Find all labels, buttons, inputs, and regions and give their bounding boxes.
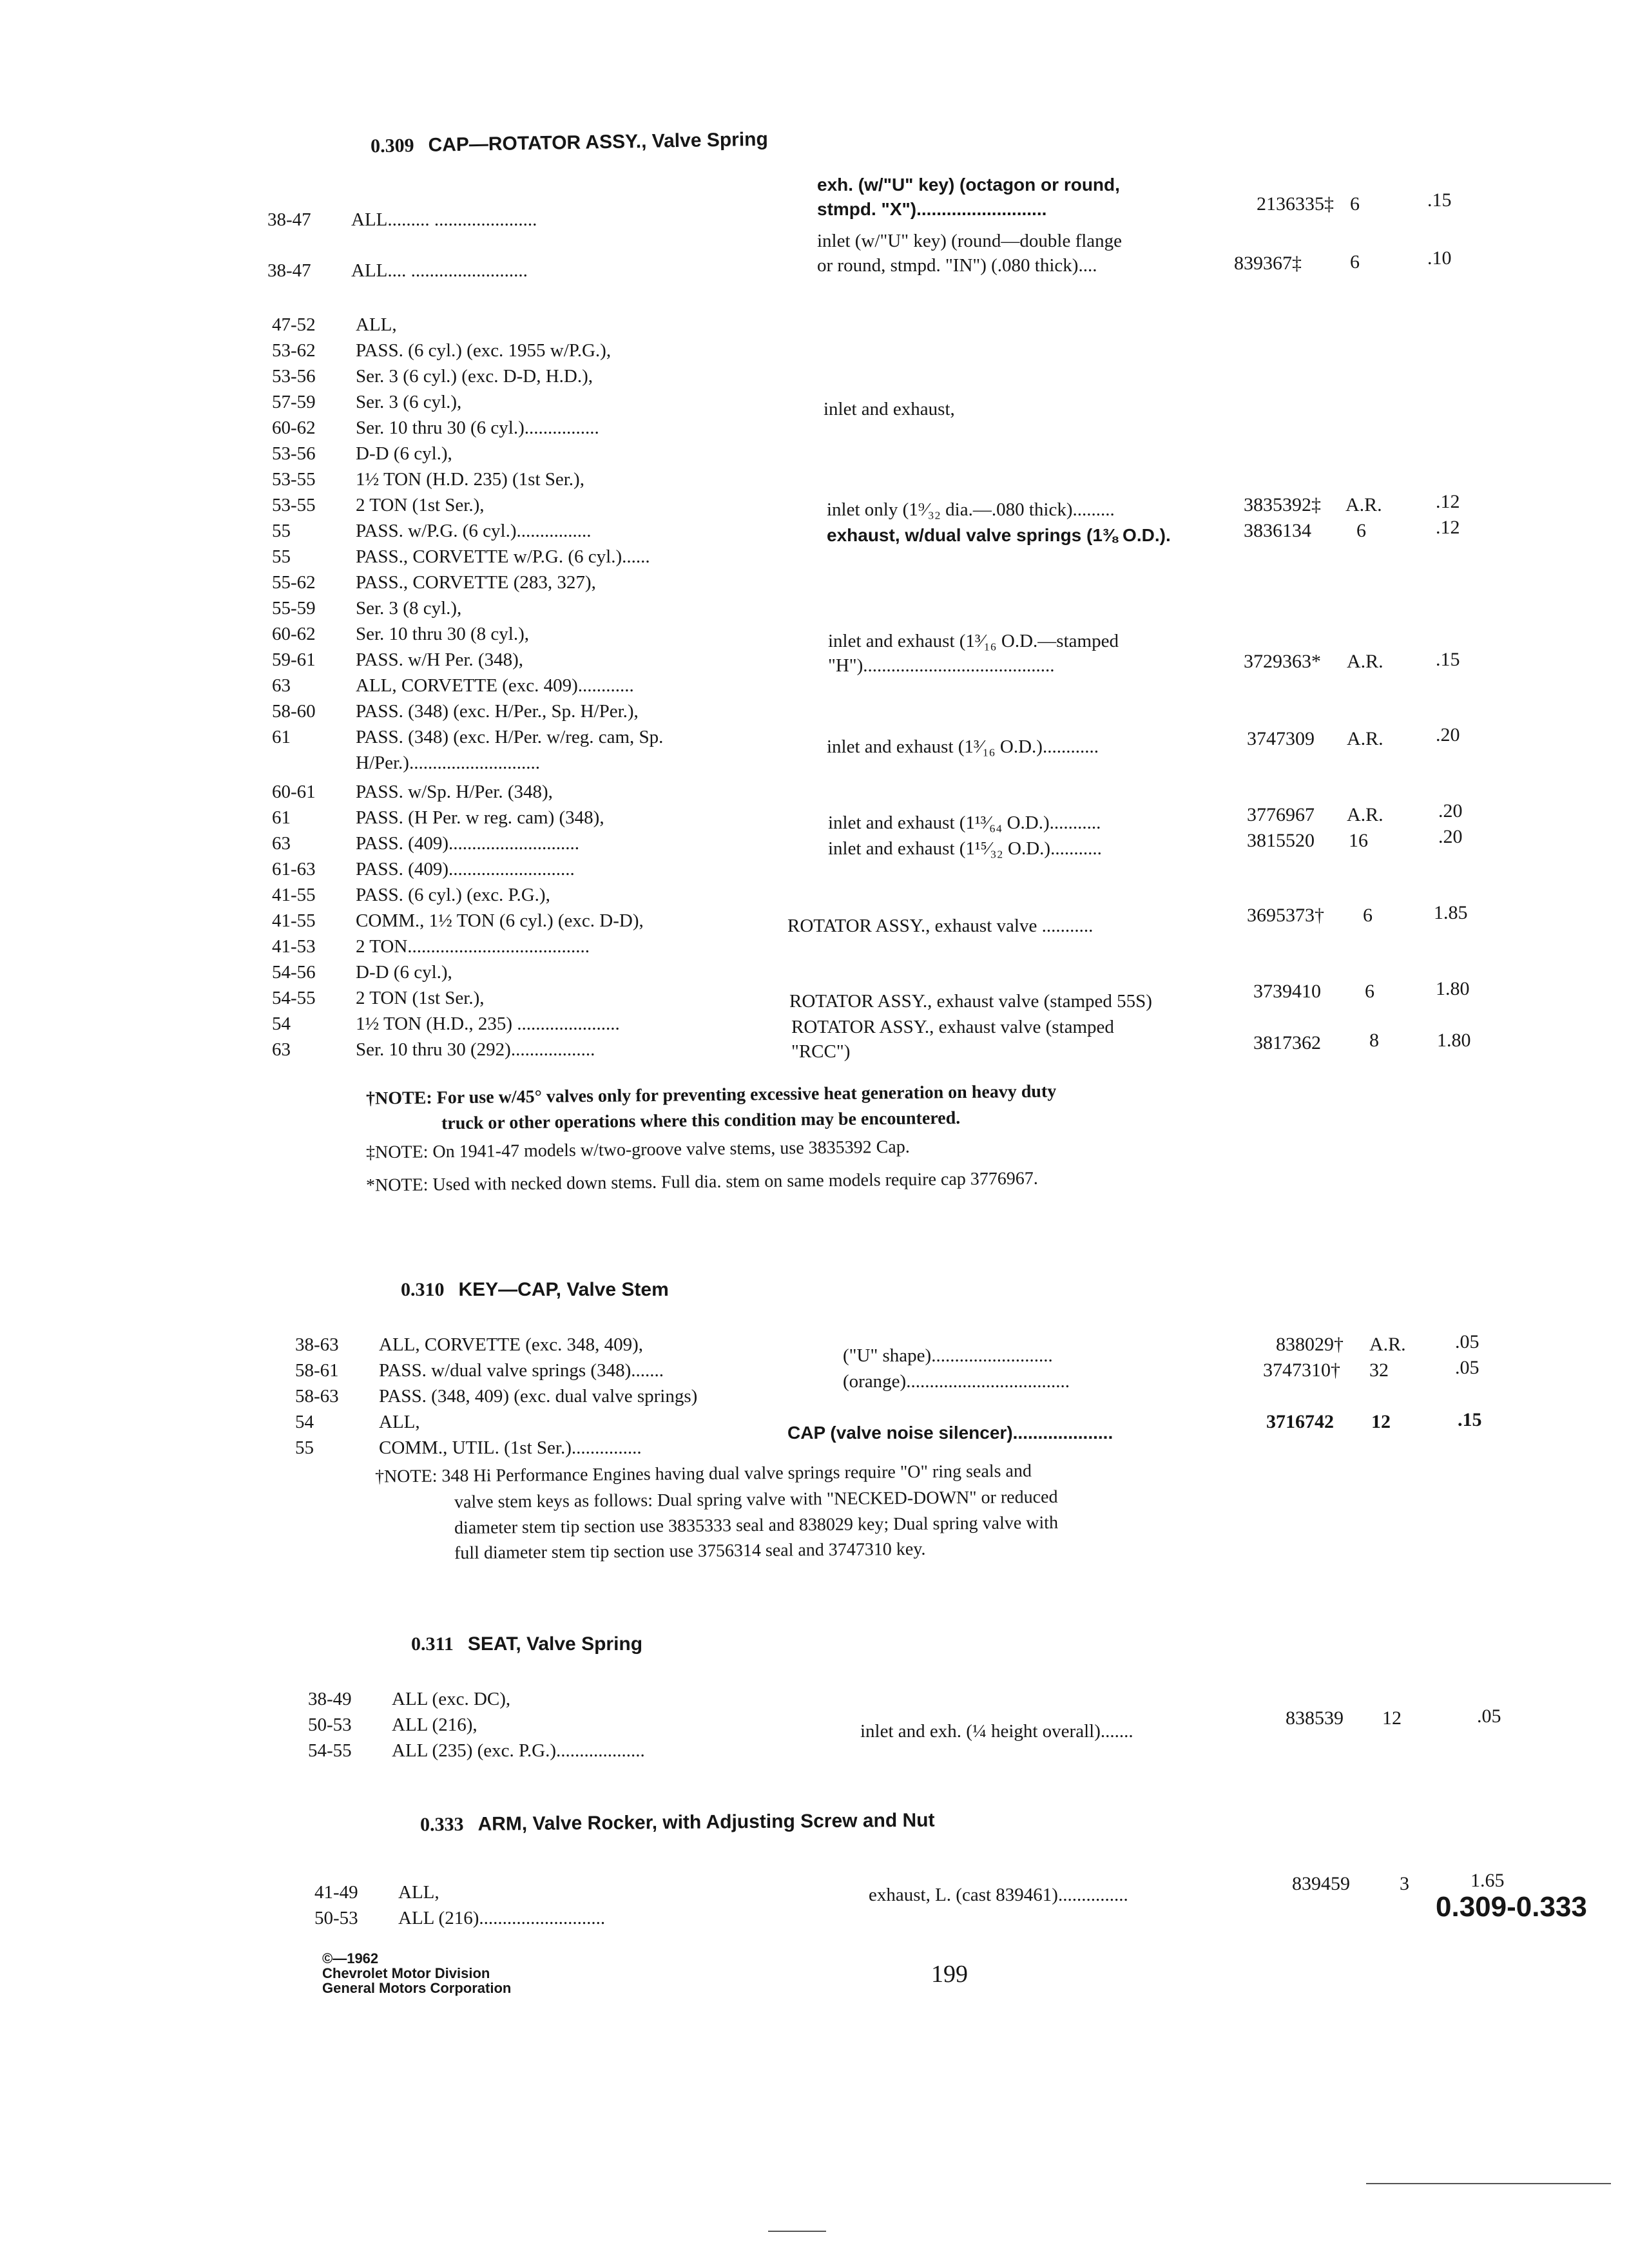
price: .15 <box>1458 1409 1482 1430</box>
application: PASS. (348) (exc. H/Per., Sp. H/Per.), <box>356 701 639 722</box>
price: .15 <box>1436 649 1460 670</box>
footnote-cont: diameter stem tip section use 3835333 seal and 838029 key; Dual spring valve with <box>454 1512 1059 1539</box>
section-range: 0.309-0.333 <box>1436 1891 1587 1923</box>
footnote-dagger: †NOTE: 348 Hi Performance Engines having dual valve springs require "O" ring seals and <box>374 1461 1032 1487</box>
application: 2 TON (1st Ser.), <box>356 495 485 515</box>
part-description: inlet and exhaust (1¹⁵⁄₃₂ O.D.)........... <box>828 838 1102 859</box>
section-heading: KEY—CAP, Valve Stem <box>458 1279 669 1300</box>
model-years: 53-62 <box>272 340 316 361</box>
price: .20 <box>1436 724 1460 745</box>
section-title-0310 <box>401 1279 669 1301</box>
application: COMM., 1½ TON (6 cyl.) (exc. D-D), <box>356 910 644 931</box>
model-years: 55-62 <box>272 572 316 593</box>
part-number: 838029† <box>1276 1334 1344 1355</box>
model-years: 55 <box>272 546 291 567</box>
model-years: 47-52 <box>272 314 316 335</box>
copyright-line: Chevrolet Motor Division <box>322 1965 490 1981</box>
application: 2 TON (1st Ser.), <box>356 988 485 1008</box>
part-description: inlet and exhaust (1¹³⁄₆₄ O.D.)........... <box>828 812 1101 833</box>
part-number: 3747309 <box>1247 728 1315 749</box>
price: .15 <box>1427 189 1452 211</box>
application: PASS. (409)............................ <box>356 833 579 854</box>
quantity: 16 <box>1349 830 1368 851</box>
part-description-cont: "H")......................................... <box>828 655 1055 676</box>
section-heading: ARM, Valve Rocker, with Adjusting Screw and Nut <box>477 1809 935 1835</box>
model-years: 63 <box>272 833 291 854</box>
application: Ser. 10 thru 30 (292).................. <box>356 1039 595 1060</box>
part-number: 3835392‡ <box>1244 494 1321 515</box>
model-years: 55 <box>272 521 291 541</box>
model-years: 55 <box>295 1437 314 1458</box>
quantity: 12 <box>1382 1707 1402 1729</box>
section-number: 0.333 <box>419 1813 464 1836</box>
application: PASS. (6 cyl.) (exc. 1955 w/P.G.), <box>356 340 612 361</box>
model-years: 58-60 <box>272 701 316 722</box>
part-description: exhaust, w/dual valve springs (1⅜ O.D.). <box>827 525 1171 545</box>
page-number: 199 <box>931 1961 968 1988</box>
part-number: 3729363* <box>1244 651 1321 672</box>
footnote-double-dagger: ‡NOTE: On 1941-47 models w/two-groove valve stems, use 3835392 Cap. <box>365 1137 910 1163</box>
application: Ser. 3 (6 cyl.), <box>356 392 462 412</box>
application: PASS., CORVETTE (283, 327), <box>356 572 596 593</box>
model-years: 41-53 <box>272 936 316 957</box>
model-years: 57-59 <box>272 392 316 412</box>
application: ALL (216)........................... <box>398 1908 606 1928</box>
section-title-0309 <box>371 129 768 158</box>
model-years: 53-55 <box>272 495 316 515</box>
part-number: 3836134 <box>1244 520 1311 541</box>
model-years: 63 <box>272 1039 291 1060</box>
application: Ser. 10 thru 30 (8 cyl.), <box>356 624 530 644</box>
part-description: exh. (w/"U" key) (octagon or round, <box>817 175 1120 195</box>
part-description: CAP (valve noise silencer).................... <box>787 1423 1113 1443</box>
part-description: ("U" shape).......................... <box>843 1345 1053 1366</box>
part-description: inlet (w/"U" key) (round—double flange <box>817 231 1123 251</box>
price: 1.80 <box>1437 1030 1471 1051</box>
price: .05 <box>1477 1706 1501 1727</box>
part-number: 3695373† <box>1247 905 1324 926</box>
model-years: 59-61 <box>272 649 316 670</box>
part-description: exhaust, L. (cast 839461)............... <box>869 1885 1128 1905</box>
price: .12 <box>1436 517 1460 538</box>
model-years: 50-53 <box>314 1908 358 1928</box>
quantity: 6 <box>1350 251 1360 273</box>
price: .20 <box>1438 826 1463 847</box>
application: 1½ TON (H.D., 235) ...................... <box>356 1014 620 1034</box>
quantity: 6 <box>1356 520 1366 541</box>
part-description: (orange)................................... <box>843 1371 1070 1392</box>
application: D-D (6 cyl.), <box>356 443 452 464</box>
model-years: 41-49 <box>314 1882 358 1903</box>
section-number: 0.311 <box>411 1633 454 1655</box>
model-years: 54-56 <box>272 962 316 983</box>
model-years: 54-55 <box>272 988 316 1008</box>
application: Ser. 3 (6 cyl.) (exc. D-D, H.D.), <box>356 366 593 387</box>
application: ALL, CORVETTE (exc. 348, 409), <box>379 1334 644 1355</box>
price: 1.65 <box>1470 1870 1505 1891</box>
application: PASS., CORVETTE w/P.G. (6 cyl.)...... <box>356 546 650 567</box>
application: ALL (exc. DC), <box>392 1689 511 1709</box>
part-description: inlet and exhaust, <box>824 399 955 419</box>
footnote-dagger-cont: truck or other operations where this condition may be encountered. <box>441 1108 961 1134</box>
copyright-line: ©—1962 <box>322 1950 379 1966</box>
part-description: inlet only (1⁹⁄₃₂ dia.—.080 thick)......... <box>827 499 1115 520</box>
application: PASS. (348, 409) (exc. dual valve springs) <box>379 1386 698 1407</box>
application: Ser. 3 (8 cyl.), <box>356 598 462 619</box>
model-years: 60-62 <box>272 624 316 644</box>
section-heading: CAP—ROTATOR ASSY., Valve Spring <box>428 128 769 156</box>
part-description: inlet and exhaust (1³⁄₁₆ O.D.)............ <box>827 736 1099 757</box>
part-description: ROTATOR ASSY., exhaust valve ........... <box>787 916 1094 936</box>
application: ALL (216), <box>392 1715 477 1735</box>
price: .12 <box>1436 491 1460 512</box>
model-years: 54-55 <box>308 1740 352 1761</box>
model-years: 38-47 <box>267 209 311 230</box>
application: ALL, <box>379 1412 420 1432</box>
application: PASS. w/dual valve springs (348)....... <box>379 1360 664 1381</box>
application: Ser. 10 thru 30 (6 cyl.)................ <box>356 418 599 438</box>
part-number: 3817362 <box>1253 1032 1321 1053</box>
quantity: A.R. <box>1347 804 1383 825</box>
application: ALL......... ...................... <box>351 209 537 230</box>
quantity: 6 <box>1365 981 1374 1002</box>
section-heading: SEAT, Valve Spring <box>467 1633 643 1655</box>
footnote-asterisk: *NOTE: Used with necked down stems. Full dia. stem on same models require cap 3776967. <box>365 1168 1038 1196</box>
model-years: 53-55 <box>272 469 316 490</box>
part-number: 839367‡ <box>1234 253 1302 274</box>
scan-mark <box>1366 2183 1611 2184</box>
part-number: 839459 <box>1292 1873 1350 1894</box>
quantity: 32 <box>1369 1360 1389 1381</box>
part-description-cont: stmpd. "X").......................... <box>817 199 1047 219</box>
price: 1.85 <box>1434 902 1468 923</box>
model-years: 60-61 <box>272 782 316 802</box>
application: H/Per.)............................ <box>356 753 540 773</box>
model-years: 38-47 <box>267 260 311 281</box>
scan-mark <box>768 2231 826 2232</box>
application: PASS. (H Per. w reg. cam) (348), <box>356 807 604 828</box>
copyright <box>322 1951 511 1995</box>
application: 2 TON....................................... <box>356 936 590 957</box>
part-description: ROTATOR ASSY., exhaust valve (stamped 55S) <box>789 991 1152 1012</box>
part-description-cont: or round, stmpd. "IN") (.080 thick).... <box>817 255 1097 276</box>
part-number: 838539 <box>1286 1707 1344 1729</box>
quantity: A.R. <box>1347 651 1383 672</box>
section-title-0333 <box>420 1810 935 1836</box>
application: ALL, CORVETTE (exc. 409)............ <box>356 675 634 696</box>
quantity: 3 <box>1400 1873 1409 1894</box>
quantity: 6 <box>1350 193 1360 215</box>
part-description: inlet and exhaust (1³⁄₁₆ O.D.—stamped <box>828 631 1119 651</box>
part-description: inlet and exh. (¼ height overall)....... <box>860 1721 1133 1742</box>
part-number: 3716742 <box>1266 1411 1334 1432</box>
application: PASS. w/H Per. (348), <box>356 649 523 670</box>
part-description: ROTATOR ASSY., exhaust valve (stamped <box>791 1017 1114 1037</box>
model-years: 58-61 <box>295 1360 339 1381</box>
application: ALL, <box>398 1882 439 1903</box>
model-years: 54 <box>295 1412 314 1432</box>
section-title-0311 <box>411 1633 642 1655</box>
copyright-line: General Motors Corporation <box>322 1980 512 1996</box>
model-years: 63 <box>272 675 291 696</box>
price: 1.80 <box>1436 978 1470 999</box>
part-number: 3747310† <box>1263 1360 1340 1381</box>
application: 1½ TON (H.D. 235) (1st Ser.), <box>356 469 584 490</box>
model-years: 60-62 <box>272 418 316 438</box>
quantity: A.R. <box>1347 728 1383 749</box>
model-years: 61 <box>272 727 291 747</box>
model-years: 41-55 <box>272 885 316 905</box>
application: PASS. (6 cyl.) (exc. P.G.), <box>356 885 550 905</box>
price: .10 <box>1427 247 1452 269</box>
footnote-dagger: †NOTE: For use w/45° valves only for preventing excessive heat generation on heavy duty <box>365 1081 1057 1109</box>
application: D-D (6 cyl.), <box>356 962 452 983</box>
footnote-cont: valve stem keys as follows: Dual spring valve with "NECKED-DOWN" or reduced <box>454 1486 1058 1513</box>
quantity: 8 <box>1369 1030 1379 1051</box>
application: ALL, <box>356 314 397 335</box>
application: ALL.... ......................... <box>351 260 528 281</box>
part-number: 2136335‡ <box>1257 193 1334 215</box>
model-years: 54 <box>272 1014 291 1034</box>
model-years: 55-59 <box>272 598 316 619</box>
part-number: 3776967 <box>1247 804 1315 825</box>
model-years: 53-56 <box>272 443 316 464</box>
section-number: 0.310 <box>401 1279 445 1300</box>
footnote-cont: full diameter stem tip section use 3756314 seal and 3747310 key. <box>454 1539 926 1564</box>
part-number: 3739410 <box>1253 981 1321 1002</box>
application: ALL (235) (exc. P.G.)................... <box>392 1740 645 1761</box>
quantity: A.R. <box>1345 494 1382 515</box>
price: .05 <box>1455 1357 1480 1378</box>
application: PASS. (348) (exc. H/Per. w/reg. cam, Sp. <box>356 727 664 747</box>
application: PASS. w/P.G. (6 cyl.)................ <box>356 521 592 541</box>
model-years: 38-49 <box>308 1689 352 1709</box>
model-years: 58-63 <box>295 1386 339 1407</box>
price: .20 <box>1438 800 1463 822</box>
quantity: 12 <box>1371 1411 1391 1432</box>
quantity: 6 <box>1363 905 1373 926</box>
application: COMM., UTIL. (1st Ser.)............... <box>379 1437 642 1458</box>
model-years: 50-53 <box>308 1715 352 1735</box>
model-years: 53-56 <box>272 366 316 387</box>
model-years: 38-63 <box>295 1334 339 1355</box>
section-number: 0.309 <box>370 135 414 157</box>
model-years: 61 <box>272 807 291 828</box>
application: PASS. w/Sp. H/Per. (348), <box>356 782 553 802</box>
price: .05 <box>1455 1331 1480 1352</box>
part-description-cont: "RCC") <box>791 1041 851 1062</box>
part-number: 3815520 <box>1247 830 1315 851</box>
quantity: A.R. <box>1369 1334 1406 1355</box>
model-years: 61-63 <box>272 859 316 879</box>
application: PASS. (409)........................... <box>356 859 575 879</box>
model-years: 41-55 <box>272 910 316 931</box>
